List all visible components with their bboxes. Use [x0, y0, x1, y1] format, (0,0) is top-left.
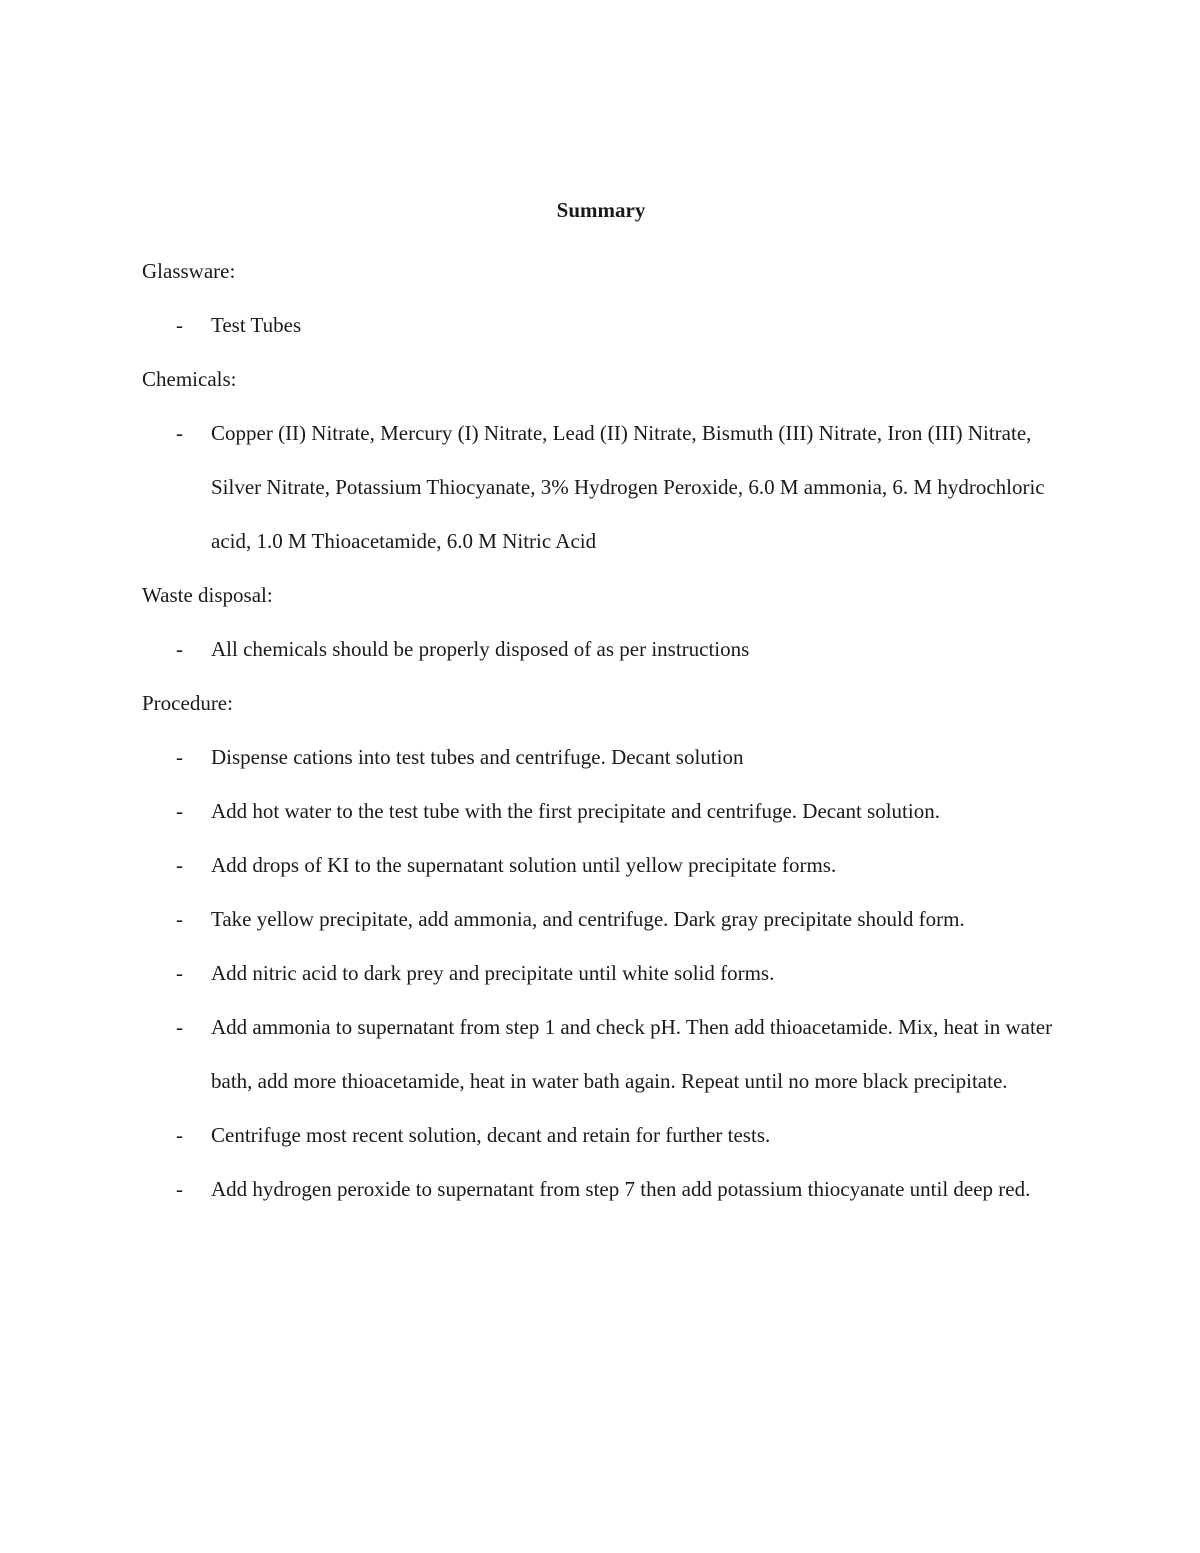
dash-bullet: - — [176, 421, 183, 445]
dash-bullet: - — [176, 1015, 183, 1039]
dash-bullet: - — [176, 961, 183, 985]
section-heading-glassware: Glassware: — [142, 259, 236, 283]
procedure-step-text: Add ammonia to supernatant from step 1 and check pH. Then add thioacetamide. Mix, heat in water bath, add more thioacetamide, heat in water bath again. Repeat until no more black precipitate. — [211, 1015, 1053, 1093]
dash-bullet: - — [176, 745, 183, 769]
section-heading-chemicals: Chemicals: — [142, 367, 237, 391]
procedure-step-text: Centrifuge most recent solution, decant and retain for further tests. — [211, 1123, 771, 1147]
procedure-step-text: Dispense cations into test tubes and centrifuge. Decant solution — [211, 745, 744, 769]
waste-disposal-list — [142, 622, 1062, 676]
section-heading-procedure: Procedure: — [142, 691, 233, 715]
dash-bullet: - — [176, 853, 183, 877]
list-item — [142, 406, 1062, 568]
procedure-step — [142, 784, 1062, 838]
procedure-step-text: Add drops of KI to the supernatant solution until yellow precipitate forms. — [211, 853, 837, 877]
procedure-step — [142, 838, 1062, 892]
dash-bullet: - — [176, 799, 183, 823]
procedure-step — [142, 730, 1062, 784]
procedure-step — [142, 1162, 1062, 1216]
dash-bullet: - — [176, 313, 183, 337]
procedure-step — [142, 1000, 1062, 1108]
procedure-step-text: Add nitric acid to dark prey and precipitate until white solid forms. — [211, 961, 775, 985]
procedure-step-text: Add hydrogen peroxide to supernatant from step 7 then add potassium thiocyanate until deep red. — [211, 1177, 1031, 1201]
list-item — [142, 298, 1062, 352]
list-item — [142, 622, 1062, 676]
list-item-text: Copper (II) Nitrate, Mercury (I) Nitrate, Lead (II) Nitrate, Bismuth (III) Nitrate, Iron (III) Nitrate, Silver Nitrate, Potassium Thiocyanate, 3% Hydrogen Peroxide, 6.0 M ammonia, 6. M hydrochloric acid, 1.0 M Thioacetamide, 6.0 M Nitric Acid — [211, 421, 1045, 553]
section-heading-waste-disposal: Waste disposal: — [142, 583, 273, 607]
glassware-list — [142, 298, 1062, 352]
dash-bullet: - — [176, 907, 183, 931]
procedure-step — [142, 946, 1062, 1000]
dash-bullet: - — [176, 637, 183, 661]
document-body — [142, 190, 1062, 1216]
procedure-list — [142, 730, 1062, 1216]
procedure-step-text: Take yellow precipitate, add ammonia, and centrifuge. Dark gray precipitate should form. — [211, 907, 965, 931]
procedure-step — [142, 892, 1062, 946]
procedure-step-text: Add hot water to the test tube with the first precipitate and centrifuge. Decant solution. — [211, 799, 940, 823]
dash-bullet: - — [176, 1123, 183, 1147]
list-item-text: All chemicals should be properly disposed of as per instructions — [211, 637, 750, 661]
page-title: Summary — [556, 198, 646, 222]
chemicals-list — [142, 406, 1062, 568]
procedure-step — [142, 1108, 1062, 1162]
dash-bullet: - — [176, 1177, 183, 1201]
list-item-text: Test Tubes — [211, 313, 302, 337]
